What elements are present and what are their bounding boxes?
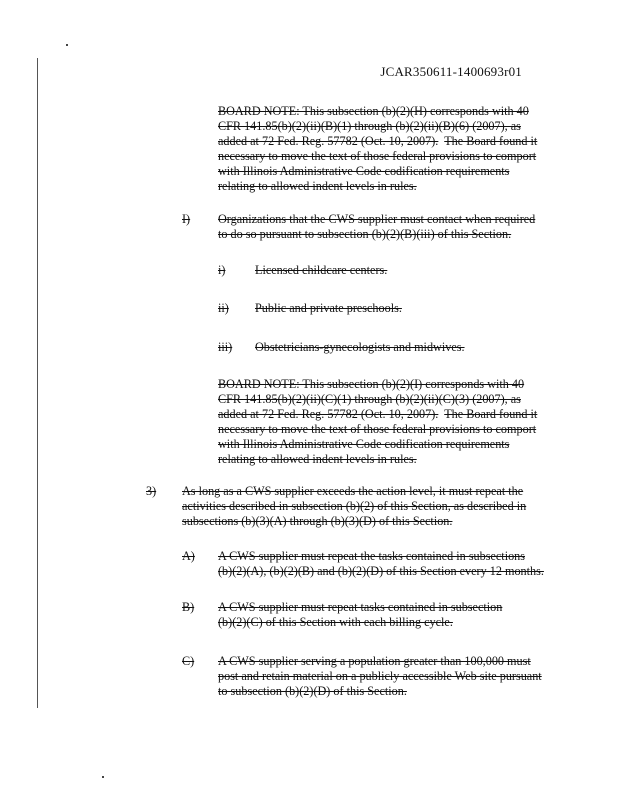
item-line: post and retain material on a publicly accessible Web site pursuant — [218, 669, 542, 683]
item-marker: 3) — [146, 484, 157, 498]
item-line: (b)(2)(A), (b)(2)(B) and (b)(2)(D) of this Section every 12 months. — [218, 564, 544, 578]
item-line: to do so pursuant to subsection (b)(2)(B)(iii) of this Section. — [218, 227, 512, 241]
item-marker: B) — [182, 600, 195, 614]
item-B-text — [218, 600, 558, 630]
item-3-text — [182, 484, 552, 529]
note-text-struck: added at 72 Fed. Reg. 57782 (Oct. 10, 2007). — [218, 134, 439, 148]
item-line: A CWS supplier must repeat tasks contained in subsection — [218, 600, 503, 614]
note-line: CFR 141.85(b)(2)(ii)(B)(1) through (b)(2)(ii)(B)(6) (2007), as — [218, 119, 521, 133]
item-A-text — [218, 549, 558, 579]
item-marker: C) — [182, 654, 195, 668]
item-I-text — [218, 212, 548, 242]
sub-iii-text: Obstetricians-gynecologists and midwives. — [255, 340, 465, 354]
scan-mark — [66, 44, 68, 46]
sub-marker: ii) — [218, 301, 229, 315]
note-line: BOARD NOTE: This subsection (b)(2)(I) corresponds with 40 — [218, 377, 525, 391]
note-line: CFR 141.85(b)(2)(ii)(C)(1) through (b)(2)(ii)(C)(3) (2007), as — [218, 392, 521, 406]
item-C-text — [218, 654, 558, 699]
item-line: subsections (b)(3)(A) through (b)(3)(D) of this Section. — [182, 514, 453, 528]
note-line: with Illinois Administrative Code codification requirements — [218, 437, 510, 451]
note-line: relating to allowed indent levels in rules. — [218, 179, 417, 193]
item-line: As long as a CWS supplier exceeds the action level, it must repeat the — [182, 484, 524, 498]
note-line: necessary to move the text of those federal provisions to comport — [218, 149, 537, 163]
sub-marker: i) — [218, 263, 226, 277]
note-text-struck: The Board found it — [444, 134, 538, 148]
note-line — [218, 407, 548, 422]
item-line: Organizations that the CWS supplier must contact when required — [218, 212, 536, 226]
item-line: A CWS supplier must repeat the tasks contained in subsections — [218, 549, 526, 563]
document-code: JCAR350611-1400693r01 — [380, 64, 522, 79]
margin-rule — [37, 58, 38, 708]
sub-i-text: Licensed childcare centers. — [255, 263, 388, 277]
sub-ii-text: Public and private preschools. — [255, 301, 402, 315]
sub-marker: iii) — [218, 340, 233, 354]
note-line: necessary to move the text of those federal provisions to comport — [218, 422, 537, 436]
item-line: activities described in subsection (b)(2) of this Section, as described in — [182, 499, 527, 513]
note-line: BOARD NOTE: This subsection (b)(2)(H) corresponds with 40 — [218, 104, 529, 118]
board-note-1 — [218, 104, 548, 194]
note-line: relating to allowed indent levels in rules. — [218, 452, 417, 466]
note-text-struck: The Board found it — [444, 407, 538, 421]
item-line: A CWS supplier serving a population greater than 100,000 must — [218, 654, 531, 668]
scan-mark — [102, 776, 104, 778]
item-marker: I) — [182, 212, 191, 226]
board-note-2 — [218, 377, 548, 467]
item-marker: A) — [182, 549, 195, 563]
item-line: (b)(2)(C) of this Section with each billing cycle. — [218, 615, 453, 629]
note-text-struck: added at 72 Fed. Reg. 57782 (Oct. 10, 2007). — [218, 407, 439, 421]
note-line — [218, 134, 548, 149]
note-line: with Illinois Administrative Code codification requirements — [218, 164, 510, 178]
item-line: to subsection (b)(2)(D) of this Section. — [218, 684, 407, 698]
